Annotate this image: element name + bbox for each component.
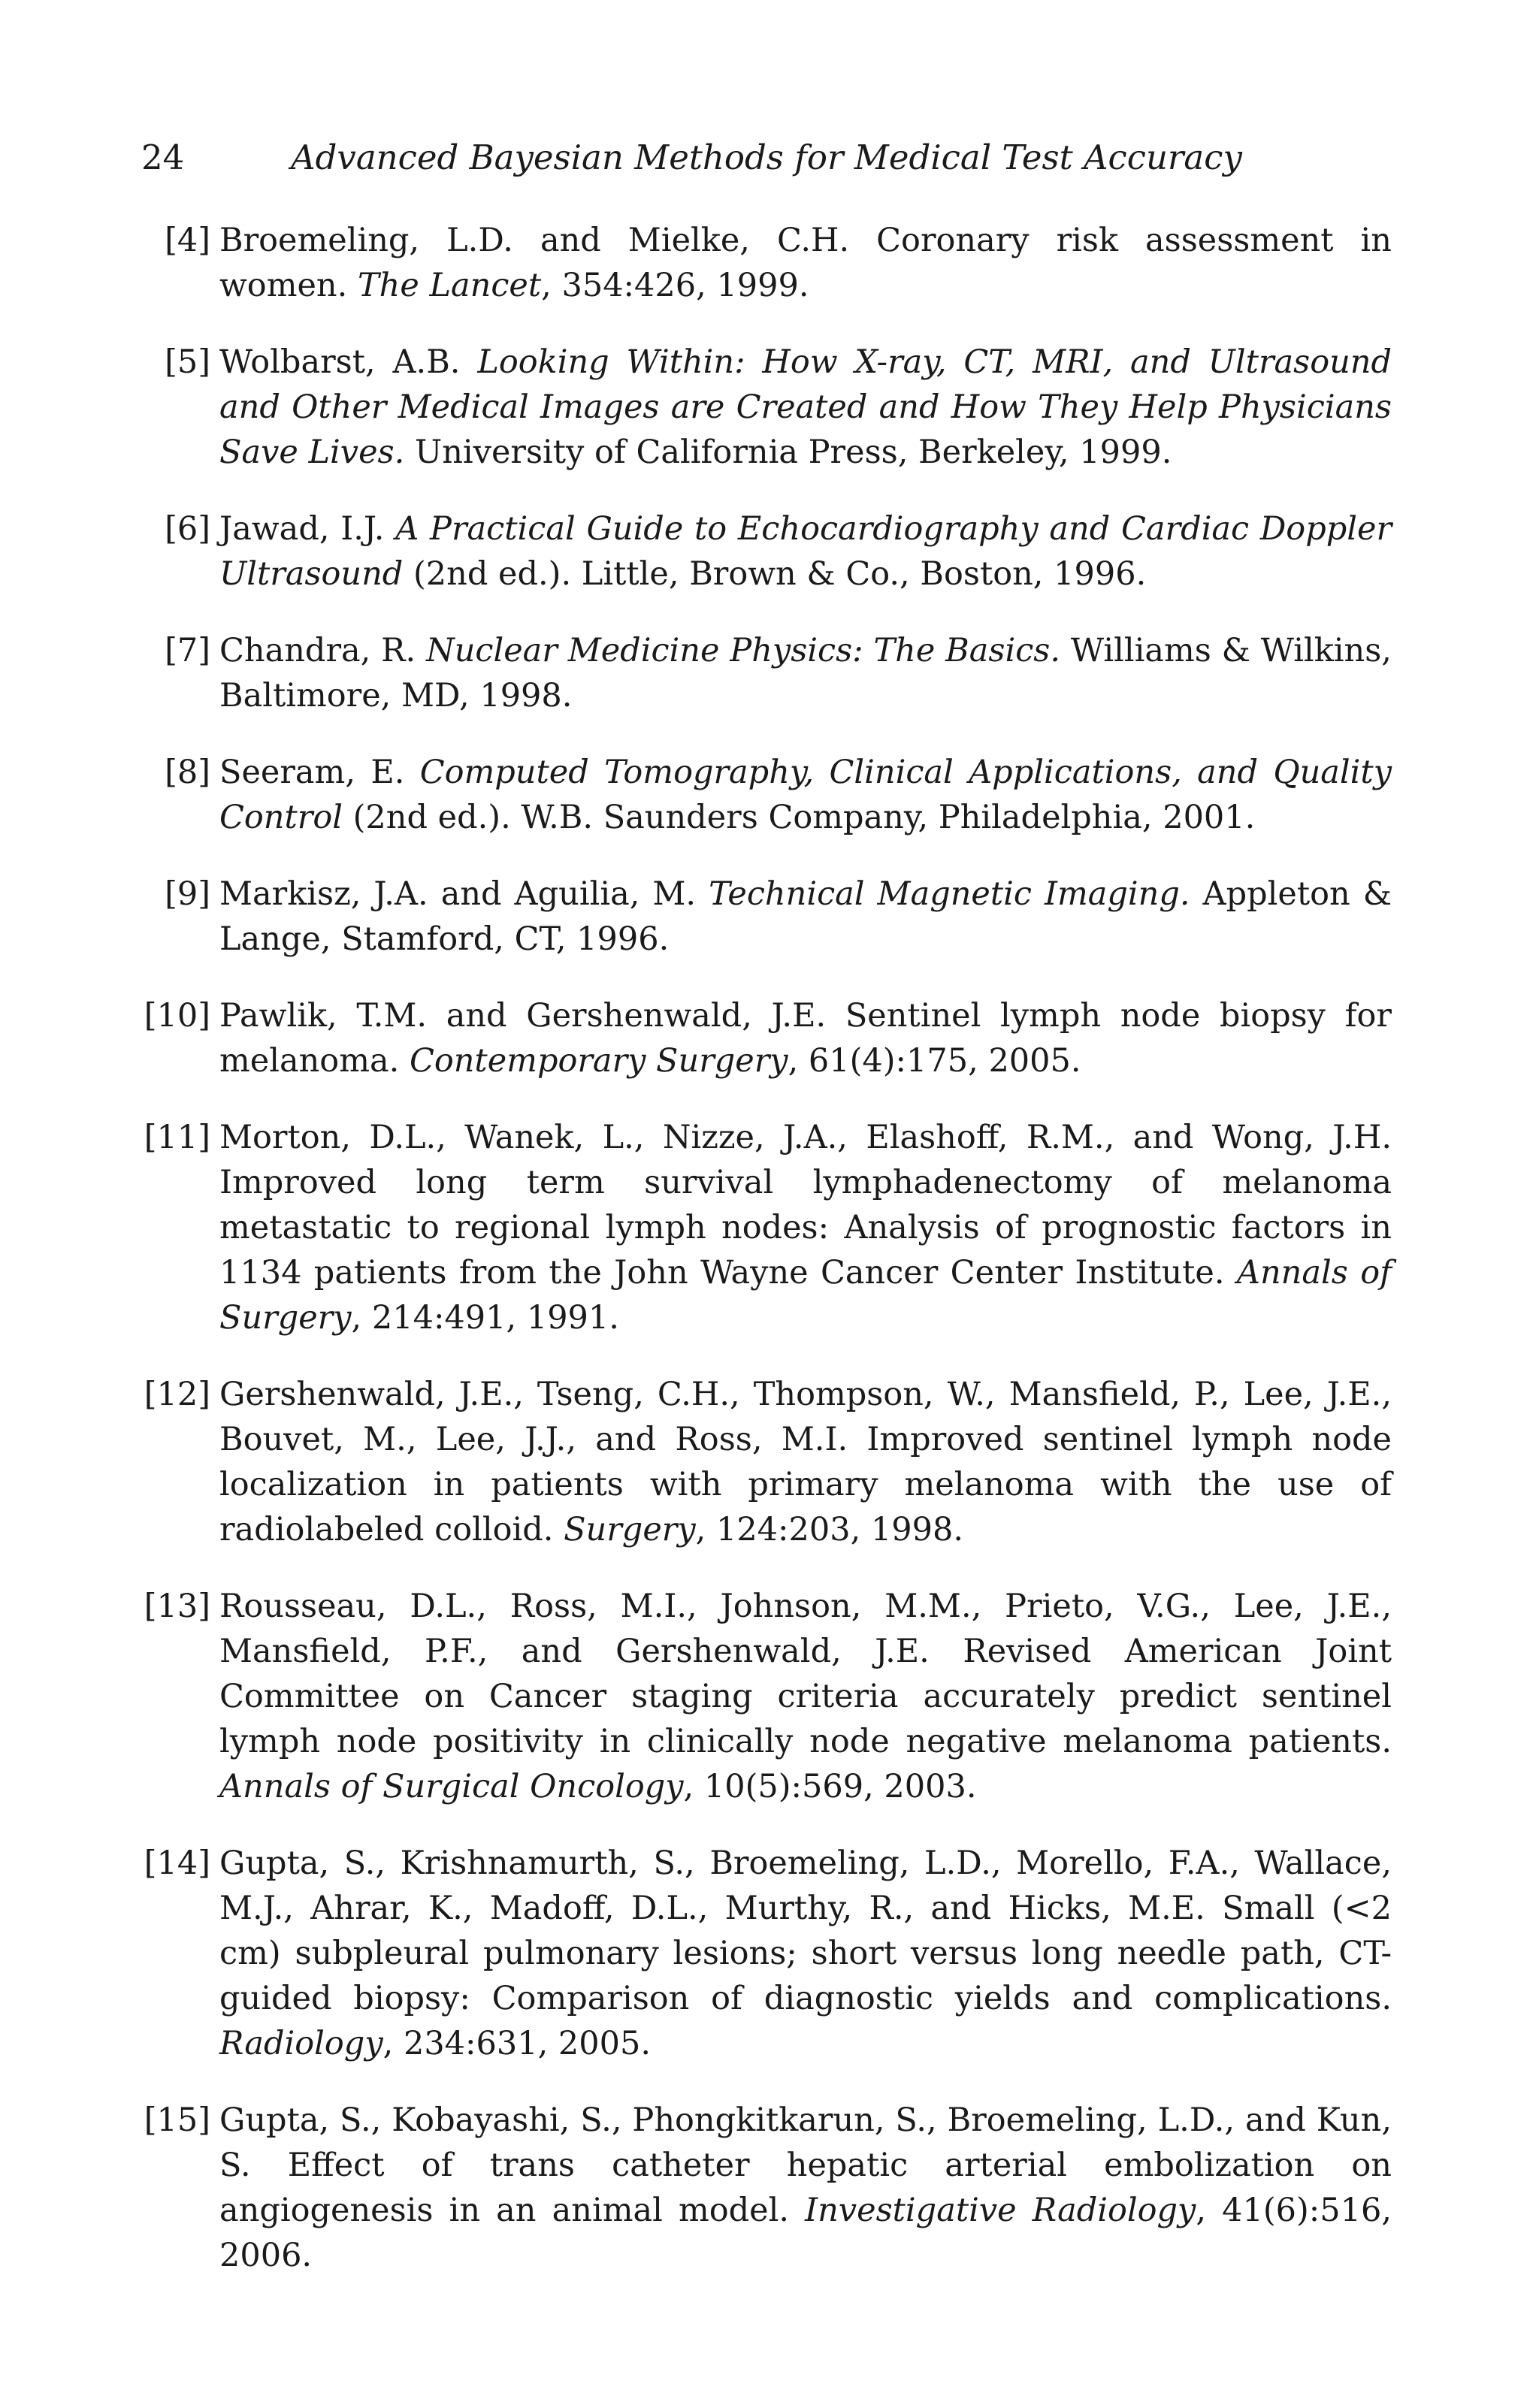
reference-details: Appleton & Lange, Stamford, CT, 1996. — [219, 875, 1392, 958]
reference-number: [6] — [165, 510, 210, 548]
reference-source-title: Looking Within: How X-ray, CT, MRI, and Ultrasound and Other Medical Images are Created and How They Help Physicians Save Lives. — [219, 343, 1392, 471]
reference-details: (2nd ed.). Little, Brown & Co., Boston, 1996. — [403, 555, 1147, 593]
reference-text — [219, 1119, 1392, 1337]
reference-text — [219, 1845, 1392, 2062]
reference-authors: Gershenwald, J.E., Tseng, C.H., Thompson, W., Mansfield, P., Lee, J.E., Bouvet, M., Lee, J.J., and Ross, M.I. Improved sentinel lymph node localization in patients with primary melanoma with the use of radiolabeled colloid. — [219, 1376, 1392, 1548]
reference-text — [219, 875, 1392, 958]
reference-details: Williams & Wilkins, Baltimore, MD, 1998. — [219, 632, 1392, 715]
reference-authors: Markisz, J.A. and Aguilia, M. — [219, 875, 709, 913]
reference-item — [141, 993, 1392, 1083]
reference-details: University of California Press, Berkeley, 1999. — [404, 434, 1172, 471]
reference-authors: Pawlik, T.M. and Gershenwald, J.E. Sentinel lymph node biopsy for melanoma. — [219, 997, 1392, 1080]
reference-text — [219, 510, 1392, 593]
reference-details: , 214:491, 1991. — [351, 1299, 619, 1337]
reference-item — [141, 340, 1392, 475]
reference-number: [12] — [144, 1376, 210, 1413]
reference-text — [219, 222, 1392, 304]
reference-item — [141, 872, 1392, 962]
reference-details: , 61(4):175, 2005. — [788, 1042, 1081, 1080]
reference-number: [4] — [165, 222, 210, 259]
reference-item — [141, 750, 1392, 840]
reference-source-title: Annals of Surgery — [219, 1254, 1392, 1337]
reference-source-title: A Practical Guide to Echocardiography and Cardiac Doppler Ultrasound — [219, 510, 1392, 593]
reference-item — [141, 506, 1392, 597]
page-number: 24 — [141, 137, 185, 177]
reference-number: [14] — [144, 1845, 210, 1882]
reference-source-title: Annals of Surgical Oncology — [219, 1768, 684, 1805]
reference-text — [219, 632, 1392, 715]
reference-details: , 354:426, 1999. — [541, 267, 809, 304]
reference-authors: Broemeling, L.D. and Mielke, C.H. Coronary risk assessment in women. — [219, 222, 1392, 304]
reference-item — [141, 1372, 1392, 1552]
reference-authors: Chandra, R. — [219, 632, 427, 669]
reference-details: , 234:631, 2005. — [382, 2025, 652, 2062]
reference-number: [13] — [144, 1588, 210, 1625]
reference-source-title: Computed Tomography, Clinical Applications, and Quality Control — [219, 754, 1392, 836]
reference-number: [5] — [165, 343, 210, 381]
reference-item — [141, 628, 1392, 718]
reference-details: (2nd ed.). W.B. Saunders Company, Philadelphia, 2001. — [342, 799, 1256, 836]
reference-item — [141, 218, 1392, 308]
reference-item — [141, 1584, 1392, 1809]
reference-authors: Gupta, S., Kobayashi, S., Phongkitkarun, S., Broemeling, L.D., and Kun, S. Effect of trans catheter hepatic arterial embolization on angiogenesis in an animal model. — [219, 2101, 1392, 2229]
reference-authors: Morton, D.L., Wanek, L., Nizze, J.A., Elashoff, R.M., and Wong, J.H. Improved long term survival lymphadenectomy of melanoma metastatic to regional lymph nodes: Analysis of prognostic factors in 1134 patients from the John Wayne Cancer Center Institute. — [219, 1119, 1392, 1292]
reference-source-title: Investigative Radiology — [805, 2192, 1196, 2229]
reference-authors: Seeram, E. — [219, 754, 420, 791]
reference-authors: Rousseau, D.L., Ross, M.I., Johnson, M.M., Prieto, V.G., Lee, J.E., Mansfield, P.F., and Gershenwald, J.E. Revised American Joint Committee on Cancer staging criteria accurately predict sentinel lymph node positivity in clinically node negative melanoma patients. — [219, 1588, 1392, 1760]
reference-authors: Gupta, S., Krishnamurth, S., Broemeling, L.D., Morello, F.A., Wallace, M.J., Ahrar, K., Madoff, D.L., Murthy, R., and Hicks, M.E. Small (<2 cm) subpleural pulmonary lesions; short versus long needle path, CT-guided biopsy: Comparison of diagnostic yields and complications. — [219, 1845, 1392, 2017]
reference-source-title: Technical Magnetic Imaging. — [709, 875, 1190, 913]
reference-details: , 41(6):516, 2006. — [219, 2192, 1392, 2274]
reference-list — [141, 218, 1392, 2310]
reference-number: [9] — [165, 875, 210, 913]
reference-text — [219, 343, 1392, 471]
reference-source-title: The Lancet — [357, 267, 542, 304]
reference-item — [141, 2098, 1392, 2278]
running-title: Advanced Bayesian Methods for Medical Test Accuracy — [291, 137, 1242, 177]
reference-details: , 124:203, 1998. — [695, 1511, 964, 1548]
reference-text — [219, 2101, 1392, 2274]
page-header — [141, 135, 1392, 180]
reference-text — [219, 1376, 1392, 1548]
reference-authors: Jawad, I.J. — [219, 510, 396, 548]
reference-details: , 10(5):569, 2003. — [683, 1768, 977, 1805]
reference-item — [141, 1115, 1392, 1340]
reference-number: [8] — [165, 754, 210, 791]
reference-number: [15] — [144, 2101, 210, 2139]
reference-source-title: Nuclear Medicine Physics: The Basics. — [426, 632, 1061, 669]
reference-authors: Wolbarst, A.B. — [219, 343, 478, 381]
reference-text — [219, 1588, 1392, 1805]
reference-text — [219, 754, 1392, 836]
reference-number: [10] — [144, 997, 210, 1035]
reference-number: [11] — [144, 1119, 210, 1156]
reference-text — [219, 997, 1392, 1080]
reference-item — [141, 1841, 1392, 2066]
reference-number: [7] — [165, 632, 210, 669]
reference-source-title: Radiology — [219, 2025, 383, 2062]
reference-source-title: Surgery — [564, 1511, 696, 1548]
reference-source-title: Contemporary Surgery — [409, 1042, 788, 1080]
